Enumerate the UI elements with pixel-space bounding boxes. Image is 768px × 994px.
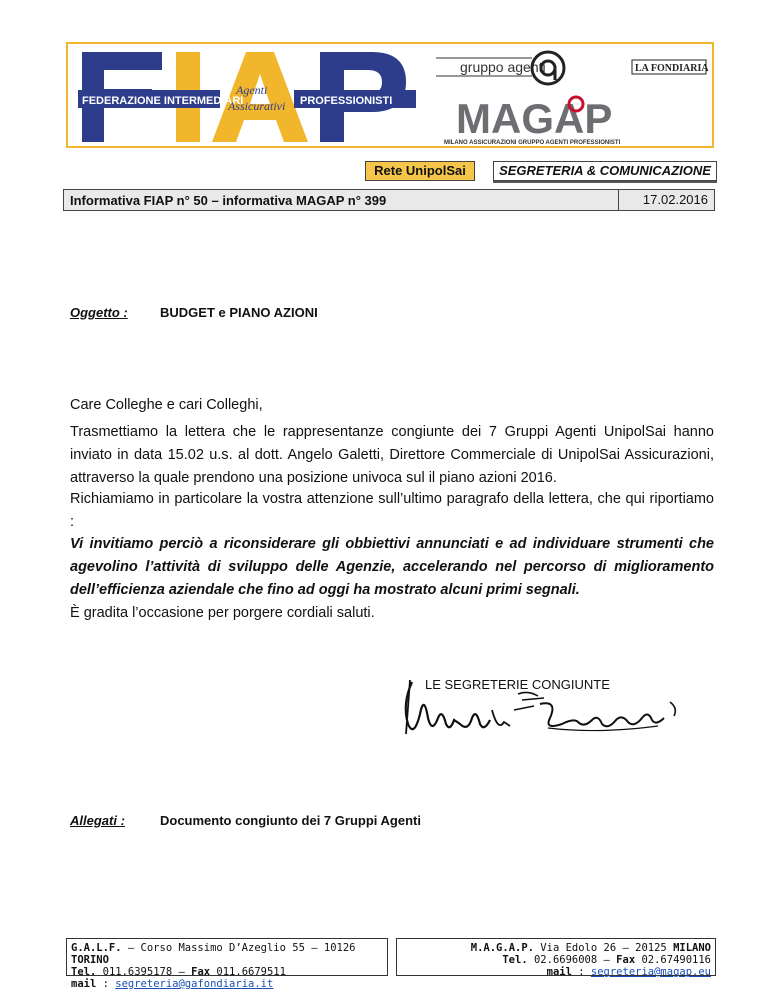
svg-text:Agenti: Agenti: [236, 83, 268, 97]
informativa-bar: [63, 189, 715, 211]
magap-wordmark: MAGAP: [456, 95, 613, 142]
galf-email-link[interactable]: segreteria@gafondiaria.it: [115, 978, 274, 990]
oggetto-label: Oggetto :: [70, 305, 128, 320]
informativa-date: 17.02.2016: [618, 190, 714, 210]
gruppo-agenti-label: gruppo agenti: [460, 59, 546, 75]
informativa-title: Informativa FIAP n° 50 – informativa MAGAP n° 399: [70, 193, 387, 208]
greeting: Care Colleghe e cari Colleghi,: [70, 397, 263, 413]
magap-email-link[interactable]: segreteria@magap.eu: [590, 966, 711, 978]
footer-magap: M.A.G.A.P. Via Edolo 26 – 20125 MILANO Tel. 02.6696008 – Fax 02.67490116 mail : segreteria@magap.eu: [396, 938, 716, 976]
svg-text:Assicurativi: Assicurativi: [228, 99, 286, 113]
svg-text:MILANO ASSICURAZIONI GRUPPO AG: MILANO ASSICURAZIONI GRUPPO AGENTI PROFESSIONISTI: [444, 140, 621, 146]
paragraph-1: Trasmettiamo la lettera che le rappresentanze congiunte dei 7 Gruppi Agenti UnipolSai hanno inviato in data 15.02 u.s. al dott. Angelo Galetti, Direttore Commerciale di UnipolSai Assicurazioni, attraverso la quale prendono una posizione univoca sul il piano azioni 2016.: [70, 424, 714, 486]
oggetto-value: BUDGET e PIANO AZIONI: [160, 305, 318, 320]
allegati-label: Allegati :: [70, 813, 125, 828]
signature-label: LE SEGRETERIE CONGIUNTE: [425, 677, 610, 692]
segreteria-tag: SEGRETERIA & COMUNICAZIONE: [493, 161, 717, 181]
allegati-value: Documento congiunto dei 7 Gruppi Agenti: [160, 813, 421, 828]
fiap-logo: [68, 44, 430, 146]
svg-text:LA FONDIARIA: LA FONDIARIA: [635, 63, 709, 74]
header-banner: [66, 42, 714, 148]
handwritten-signatures: [398, 674, 688, 746]
quote-paragraph: Vi invitiamo perciò a riconsiderare gli obbiettivi annunciati e ad individuare strumenti che agevolino l’attività di sviluppo delle Agenzie, accelerando nel percorso di miglioramento dell’efficienza aziendale che fino ad oggi ha mostrato alcuni primi segnali.: [70, 536, 714, 598]
paragraph-2: Richiamiamo in particolare la vostra attenzione sull’ultimo paragrafo della lettera, che qui riportiamo :: [70, 491, 714, 530]
closing: È gradita l’occasione per porgere cordiali saluti.: [70, 605, 375, 621]
svg-text:PROFESSIONISTI: PROFESSIONISTI: [300, 95, 393, 107]
rete-unipolsai-tag: Rete UnipolSai: [365, 161, 475, 181]
magap-logo-area: [430, 44, 714, 146]
footer-galf: G.A.L.F. – Corso Massimo D’Azeglio 55 – 10126 TORINO Tel. 011.6395178 – Fax 011.6679511 mail : segreteria@gafondiaria.it: [66, 938, 388, 976]
svg-text:FEDERAZIONE INTERMEDIARI: FEDERAZIONE INTERMEDIARI: [82, 95, 244, 107]
